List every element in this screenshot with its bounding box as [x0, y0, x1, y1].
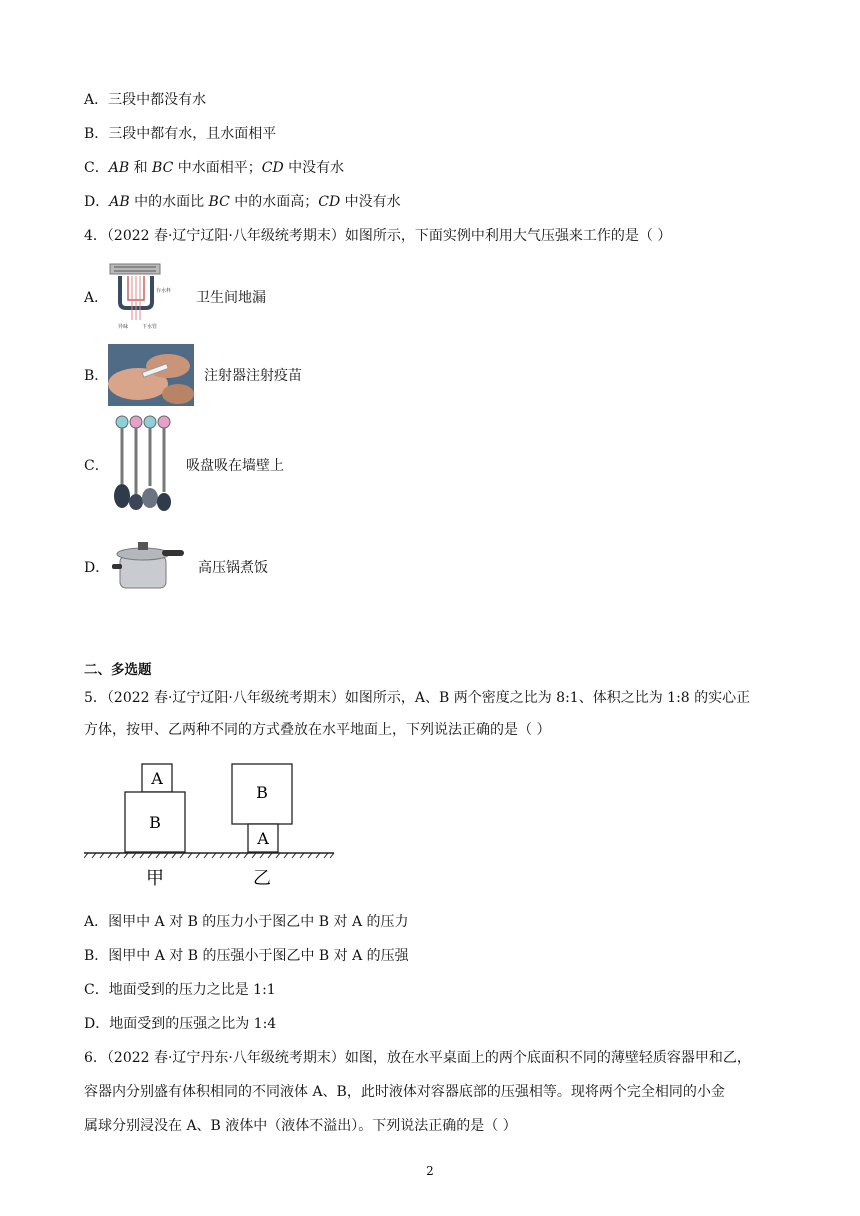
option-text: 中没有水 [340, 194, 401, 210]
q6-stem-line1: 6．（2022 春·辽宁丹东·八年级统考期末）如图，放在水平桌面上的两个底面积不同的薄壁轻质容器甲和乙， [84, 1050, 751, 1066]
block-a-label: A [257, 829, 269, 848]
q4-option-d-letter: D． [84, 560, 110, 576]
option-letter: C． [84, 160, 109, 176]
option-text: 三段中都没有水 [108, 92, 207, 108]
caption-jia: 甲 [146, 868, 164, 889]
option-var: AB [109, 194, 130, 210]
q4-option-b-label: 注射器注射疫苗 [204, 368, 302, 384]
option-text: 中水面相平； [173, 160, 262, 176]
drain-label-cup: 存水杯 [156, 288, 172, 294]
option-text: 三段中都有水，且水面相平 [108, 126, 277, 142]
option-var: CD [261, 160, 284, 176]
option-text: 和 [129, 160, 153, 176]
q4-option-c-label: 吸盘吸在墙壁上 [186, 458, 284, 474]
option-letter: A． [84, 92, 109, 108]
q4-stem: 4．（2022 春·辽宁辽阳·八年级统考期末）如图所示，下面实例中利用大气压强来工作的是（ ） [84, 228, 672, 244]
q4-option-a-letter: A． [84, 290, 109, 306]
stacked-blocks-figure [84, 758, 336, 890]
option-letter: D． [84, 194, 110, 210]
q5-option-b: B．图甲中 A 对 B 的压强小于图乙中 B 对 A 的压强 [84, 948, 409, 964]
q5-option-c: C．地面受到的压力之比是 1:1 [84, 982, 276, 998]
section-title: 二、多选题 [84, 662, 152, 678]
drain-label-pipe: 下水管 [142, 324, 158, 330]
option-var: AB [108, 160, 130, 176]
floor-drain-image [108, 262, 184, 332]
option-var: BC [152, 160, 174, 176]
syringe-injection-image [108, 344, 194, 406]
q5-stem-line1: 5．（2022 春·辽宁辽阳·八年级统考期末）如图所示，A、B 两个密度之比为 8:1、体积之比为 1:8 的实心正 [84, 690, 751, 706]
q6-stem-line2: 容器内分别盛有体积相同的不同液体 A、B，此时液体对容器底部的压强相等。现将两个完全相同的小金 [84, 1084, 725, 1100]
q3-option-b [84, 124, 276, 144]
pressure-cooker-image [110, 540, 186, 592]
option-var: BC [208, 194, 230, 210]
caption-yi: 乙 [253, 868, 271, 889]
option-text: 中没有水 [283, 160, 345, 176]
suction-cup-hooks-image [112, 414, 176, 514]
option-text: 中的水面高； [229, 194, 319, 210]
block-a-label: A [151, 769, 163, 788]
q4-option-d-label: 高压锅煮饭 [198, 560, 268, 576]
block-b-label: B [149, 813, 161, 832]
drain-label-odor: 异味 [118, 324, 129, 330]
option-text: 中的水面比 [129, 194, 209, 210]
q3-option-d [84, 192, 401, 212]
q4-option-c-letter: C． [84, 458, 109, 474]
q5-option-d: D．地面受到的压强之比为 1:4 [84, 1016, 277, 1032]
q4-option-b-letter: B． [84, 368, 109, 384]
q4-option-a-label: 卫生间地漏 [196, 290, 266, 306]
option-var: CD [318, 194, 341, 210]
q6-stem-line3: 属球分别浸没在 A、B 液体中（液体不溢出）。下列说法正确的是（ ） [84, 1118, 517, 1134]
q3-option-a [84, 90, 206, 110]
option-letter: B． [84, 126, 109, 142]
page-number: 2 [426, 1164, 434, 1178]
q3-option-c [84, 158, 344, 178]
block-b-label: B [256, 783, 268, 802]
q5-stem-line2: 方体，按甲、乙两种不同的方式叠放在水平地面上，下列说法正确的是（ ） [84, 722, 551, 738]
q5-option-a: A．图甲中 A 对 B 的压力小于图乙中 B 对 A 的压力 [84, 914, 409, 930]
